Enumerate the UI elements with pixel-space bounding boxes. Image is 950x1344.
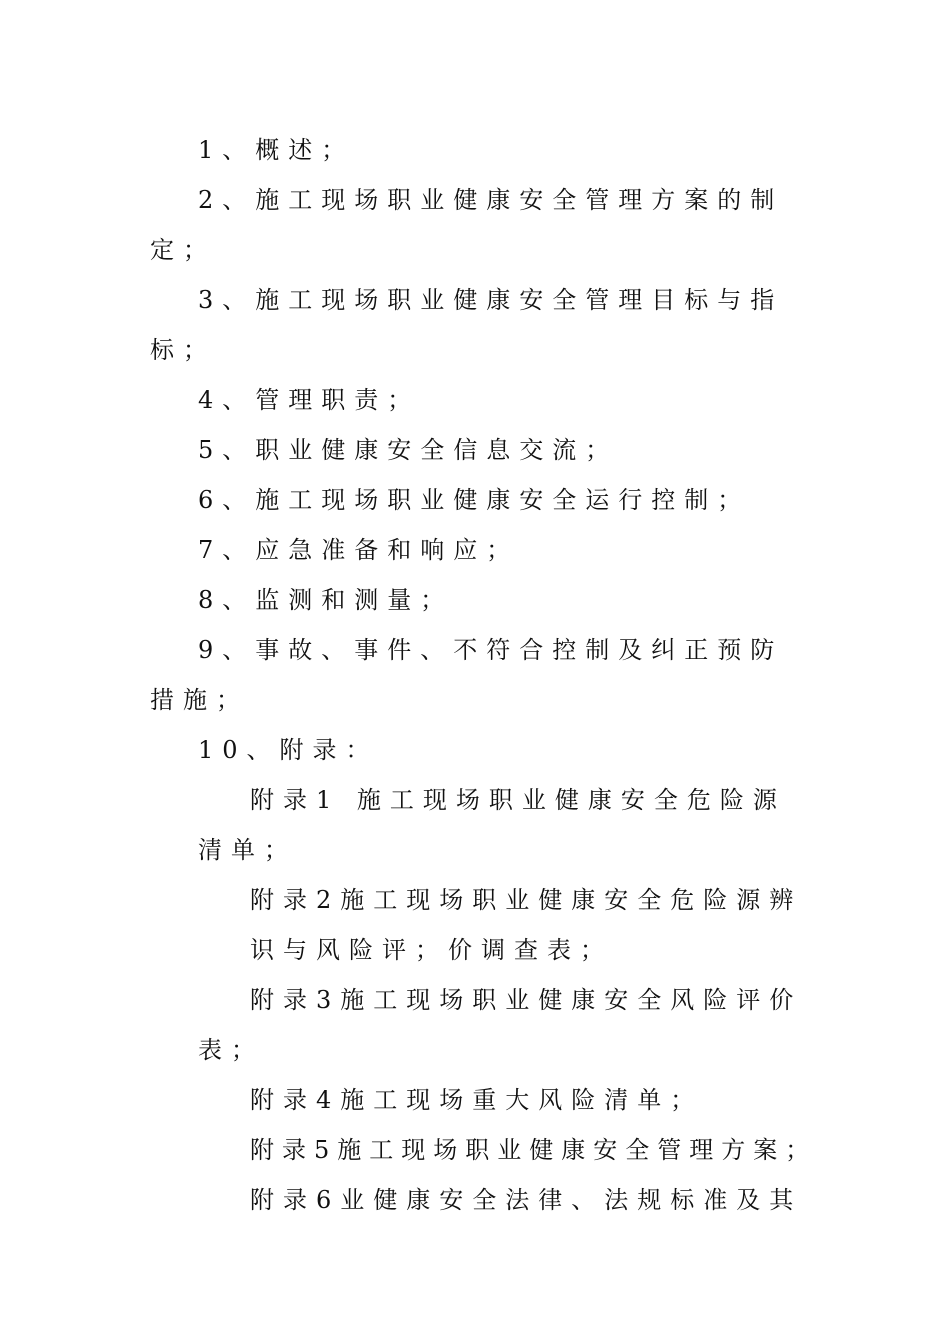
toc-line: 3、施工现场职业健康安全管理目标与指 xyxy=(198,286,784,314)
toc-line: 6、施工现场职业健康安全运行控制； xyxy=(198,486,751,514)
toc-line: 标； xyxy=(150,336,216,364)
appendix-line: 清单； xyxy=(198,836,297,864)
appendix-line: 附录3施工现场职业健康安全风险评价 xyxy=(250,986,803,1014)
toc-line: 4、管理职责； xyxy=(198,386,421,414)
toc-line: 2、施工现场职业健康安全管理方案的制 xyxy=(198,186,784,214)
toc-line: 措施； xyxy=(150,686,249,714)
toc-line: 8、监测和测量； xyxy=(198,586,454,614)
toc-line: 9、事故、事件、不符合控制及纠正预防 xyxy=(198,636,784,664)
appendix-line: 表； xyxy=(198,1036,264,1064)
appendix-line: 附录2施工现场职业健康安全危险源辨 xyxy=(250,886,803,914)
toc-line: 5、职业健康安全信息交流； xyxy=(198,436,619,464)
toc-line: 1、概述； xyxy=(198,136,355,164)
toc-line: 7、应急准备和响应； xyxy=(198,536,520,564)
appendix-line: 识与风险评；价调查表； xyxy=(250,936,613,964)
toc-line: 定； xyxy=(150,236,216,264)
appendix-line: 附录1 施工现场职业健康安全危险源 xyxy=(250,786,786,814)
toc-line: 10、附录： xyxy=(198,736,379,764)
appendix-line: 附录4施工现场重大风险清单； xyxy=(250,1086,704,1114)
appendix-line: 附录5施工现场职业健康安全管理方案； xyxy=(250,1136,818,1164)
appendix-line: 附录6业健康安全法律、法规标准及其 xyxy=(250,1186,803,1214)
